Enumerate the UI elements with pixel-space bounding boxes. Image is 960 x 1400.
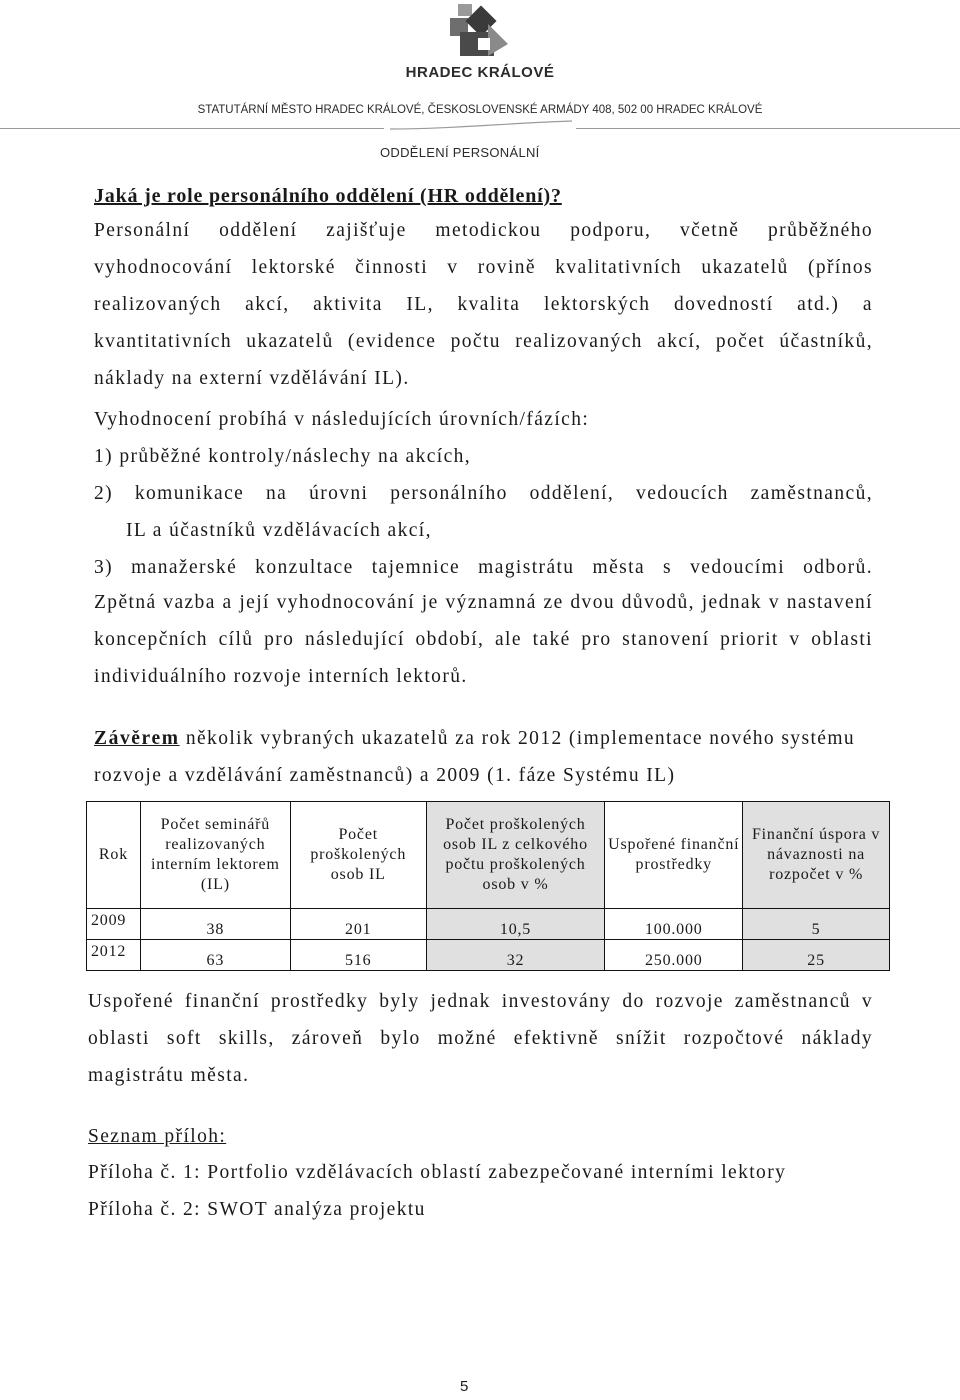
table-header: Rok <box>87 802 141 909</box>
phase-item-3: 3) manažerské konzultace tajemnice magistrátu města s vedoucími odborů. <box>94 557 873 578</box>
phase-item-2: 2) komunikace na úrovni personálního oddělení, vedoucích zaměstnanců, <box>94 483 873 504</box>
table-cell: 25 <box>743 940 890 971</box>
table-header: Počet seminářů realizovaných interním lektorem (IL) <box>140 802 290 909</box>
table-cell-year: 2009 <box>87 909 141 940</box>
indicators-table <box>86 801 890 971</box>
paragraph-feedback: Zpětná vazba a její vyhodnocování je významná ze dvou důvodů, jednak v nastavení koncepčních cílů pro následující období, ale také pro stanovení priorit v oblasti individuálního rozvoje interních lektorů. <box>94 592 873 687</box>
phase-item-2-continuation: IL a účastníků vzdělávacích akcí, <box>126 520 432 541</box>
header-divider-right <box>576 128 960 129</box>
table-row <box>87 940 890 971</box>
table-cell: 10,5 <box>426 909 605 940</box>
table-header: Počet proškolených osob IL z celkového počtu proškolených osob v % <box>426 802 605 909</box>
paragraph-conclusion <box>94 720 873 794</box>
city-address: STATUTÁRNÍ MĚSTO HRADEC KRÁLOVÉ, ČESKOSLOVENSKÉ ARMÁDY 408, 502 00 HRADEC KRÁLOVÉ <box>197 104 763 116</box>
attachments-title: Seznam příloh: <box>88 1126 227 1147</box>
paragraph-hr-role: Personální oddělení zajišťuje metodickou podporu, včetně průběžného vyhodnocování lektorské činnosti v rovině kvalitativních ukazatelů (přínos realizovaných akcí, aktivita IL, kvalita lektorských dovedností atd.) a kvantitativních ukazatelů (evidence počtu realizovaných akcí, počet účastníků, náklady na externí vzdělávání IL). <box>94 220 873 389</box>
table-cell: 516 <box>290 940 426 971</box>
page-number: 5 <box>460 1378 469 1395</box>
table-header: Finanční úspora v návaznosti na rozpočet v % <box>743 802 890 909</box>
table-cell: 5 <box>743 909 890 940</box>
table-cell: 201 <box>290 909 426 940</box>
table-header-row <box>87 802 890 909</box>
table-cell: 63 <box>140 940 290 971</box>
city-name: HRADEC KRÁLOVÉ <box>405 64 555 81</box>
attachment-item: Příloha č. 1: Portfolio vzdělávacích oblastí zabezpečované interními lektory <box>88 1162 787 1183</box>
section-heading: Jaká je role personálního oddělení (HR oddělení)? <box>94 185 562 207</box>
paragraph-savings: Uspořené finanční prostředky byly jednak investovány do rozvoje zaměstnanců v oblasti soft skills, zároveň bylo možné efektivně snížit rozpočtové náklady magistrátu města. <box>88 991 873 1086</box>
phases-intro: Vyhodnocení probíhá v následujících úrovních/fázích: <box>94 409 590 430</box>
header-divider-left <box>0 128 384 129</box>
header-divider-swoosh <box>390 119 572 133</box>
conclusion-label: Závěrem <box>94 728 180 749</box>
table-header: Počet proškolených osob IL <box>290 802 426 909</box>
table-cell: 38 <box>140 909 290 940</box>
table-header: Uspořené finanční prostředky <box>605 802 743 909</box>
phase-item-1: 1) průběžné kontroly/náslechy na akcích, <box>94 446 472 467</box>
table-cell: 32 <box>426 940 605 971</box>
city-logo-icon <box>448 2 512 60</box>
department-name: ODDĚLENÍ PERSONÁLNÍ <box>380 145 540 160</box>
conclusion-text: několik vybraných ukazatelů za rok 2012 (implementace nového systému rozvoje a vzdělávání zaměstnanců) a 2009 (1. fáze Systému IL) <box>94 728 856 786</box>
attachment-item: Příloha č. 2: SWOT analýza projektu <box>88 1199 426 1220</box>
table-cell-year: 2012 <box>87 940 141 971</box>
table-cell: 250.000 <box>605 940 743 971</box>
table-cell: 100.000 <box>605 909 743 940</box>
table-row <box>87 909 890 940</box>
